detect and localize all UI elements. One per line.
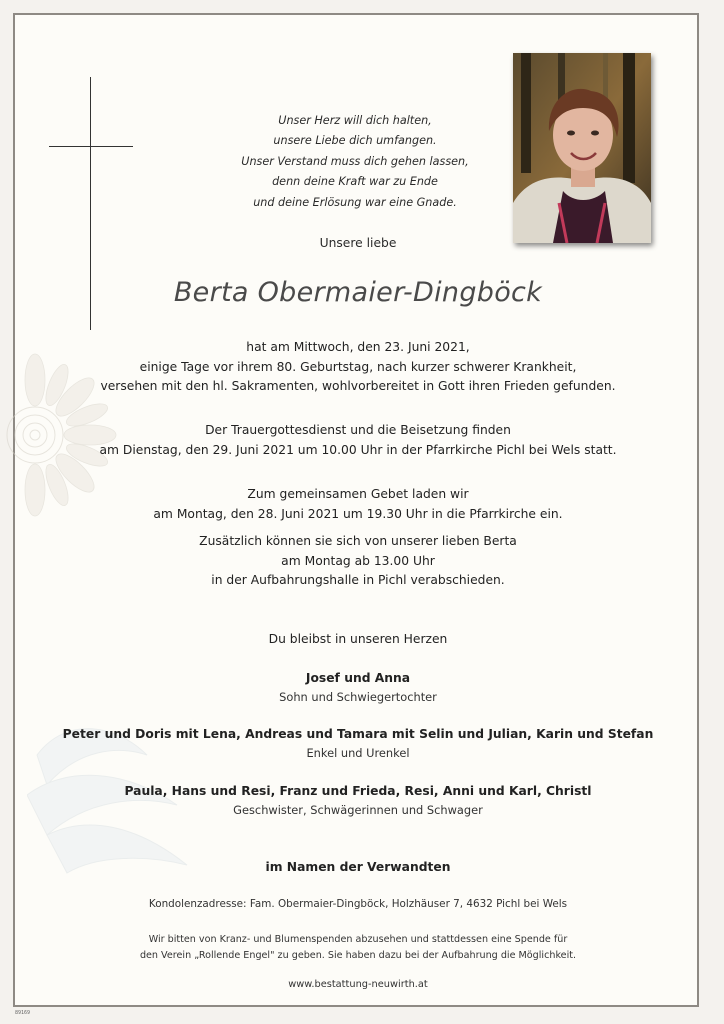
family-relation: Enkel und Urenkel xyxy=(306,746,410,760)
text-line: Der Trauergottesdienst und die Beisetzung finden xyxy=(205,423,511,437)
cross-horizontal-bar xyxy=(49,146,133,147)
prayer-details xyxy=(15,485,701,524)
text-line: in der Aufbahrungshalle in Pichl verabschieden. xyxy=(211,573,505,588)
poem-line: unsere Liebe dich umfangen. xyxy=(273,134,437,148)
deceased-name: Berta Obermaier-Dingböck xyxy=(173,277,543,308)
family-relation: Geschwister, Schwägerinnen und Schwager xyxy=(233,803,483,817)
text-line: hat am Mittwoch, den 23. Juni 2021, xyxy=(246,340,470,354)
obituary-card xyxy=(13,13,699,1007)
on-behalf-line: im Namen der Verwandten xyxy=(265,860,451,874)
family-names: Josef und Anna xyxy=(305,671,411,685)
family-names: Paula, Hans und Resi, Franz und Frieda, Resi, Anni und Karl, Christl xyxy=(124,784,592,798)
text-line: Wir bitten von Kranz- und Blumenspenden abzusehen und stattdessen eine Spende für xyxy=(148,934,568,945)
text-line: Zusätzlich können sie sich von unserer lieben Berta xyxy=(199,534,517,548)
text-line: versehen mit den hl. Sakramenten, wohlvorbereitet in Gott ihren Frieden gefunden. xyxy=(100,379,616,394)
death-announcement xyxy=(15,338,701,397)
poem-line: Unser Herz will dich halten, xyxy=(278,114,432,127)
text-line: am Montag, den 28. Juni 2021 um 19.30 Uhr in die Pfarrkirche ein. xyxy=(153,506,563,521)
donation-request xyxy=(15,932,701,964)
condolence-address: Kondolenzadresse: Fam. Obermaier-Dingböck, Holzhäuser 7, 4632 Pichl bei Wels xyxy=(148,898,568,910)
print-code: 89169 xyxy=(15,1010,31,1016)
poem-line: denn deine Kraft war zu Ende xyxy=(272,175,438,189)
text-line: den Verein „Rollende Engel" zu geben. Sie haben dazu bei der Aufbahrung die Möglichkeit. xyxy=(139,950,577,961)
text-line: am Montag ab 13.00 Uhr xyxy=(281,553,435,568)
memorial-poem xyxy=(195,111,515,213)
farewell-line: Du bleibst in unseren Herzen xyxy=(268,632,448,646)
family-names: Peter und Doris mit Lena, Andreas und Tamara mit Selin und Julian, Karin und Stefan xyxy=(62,727,654,741)
text-line: Zum gemeinsamen Gebet laden wir xyxy=(247,487,469,501)
poem-line: und deine Erlösung war eine Gnade. xyxy=(253,195,457,209)
text-line: einige Tage vor ihrem 80. Geburtstag, nach kurzer schwerer Krankheit, xyxy=(139,359,577,374)
text-line: am Dienstag, den 29. Juni 2021 um 10.00 Uhr in der Pfarrkirche Pichl bei Wels statt. xyxy=(99,442,617,457)
poem-line: Unser Verstand muss dich gehen lassen, xyxy=(241,154,469,168)
portrait-photo xyxy=(513,53,651,243)
website-link[interactable]: www.bestattung-neuwirth.at xyxy=(288,979,428,990)
intro-text: Unsere liebe xyxy=(319,236,397,250)
viewing-details xyxy=(15,532,701,591)
funeral-details xyxy=(15,421,701,460)
family-relation: Sohn und Schwiegertochter xyxy=(279,690,437,704)
